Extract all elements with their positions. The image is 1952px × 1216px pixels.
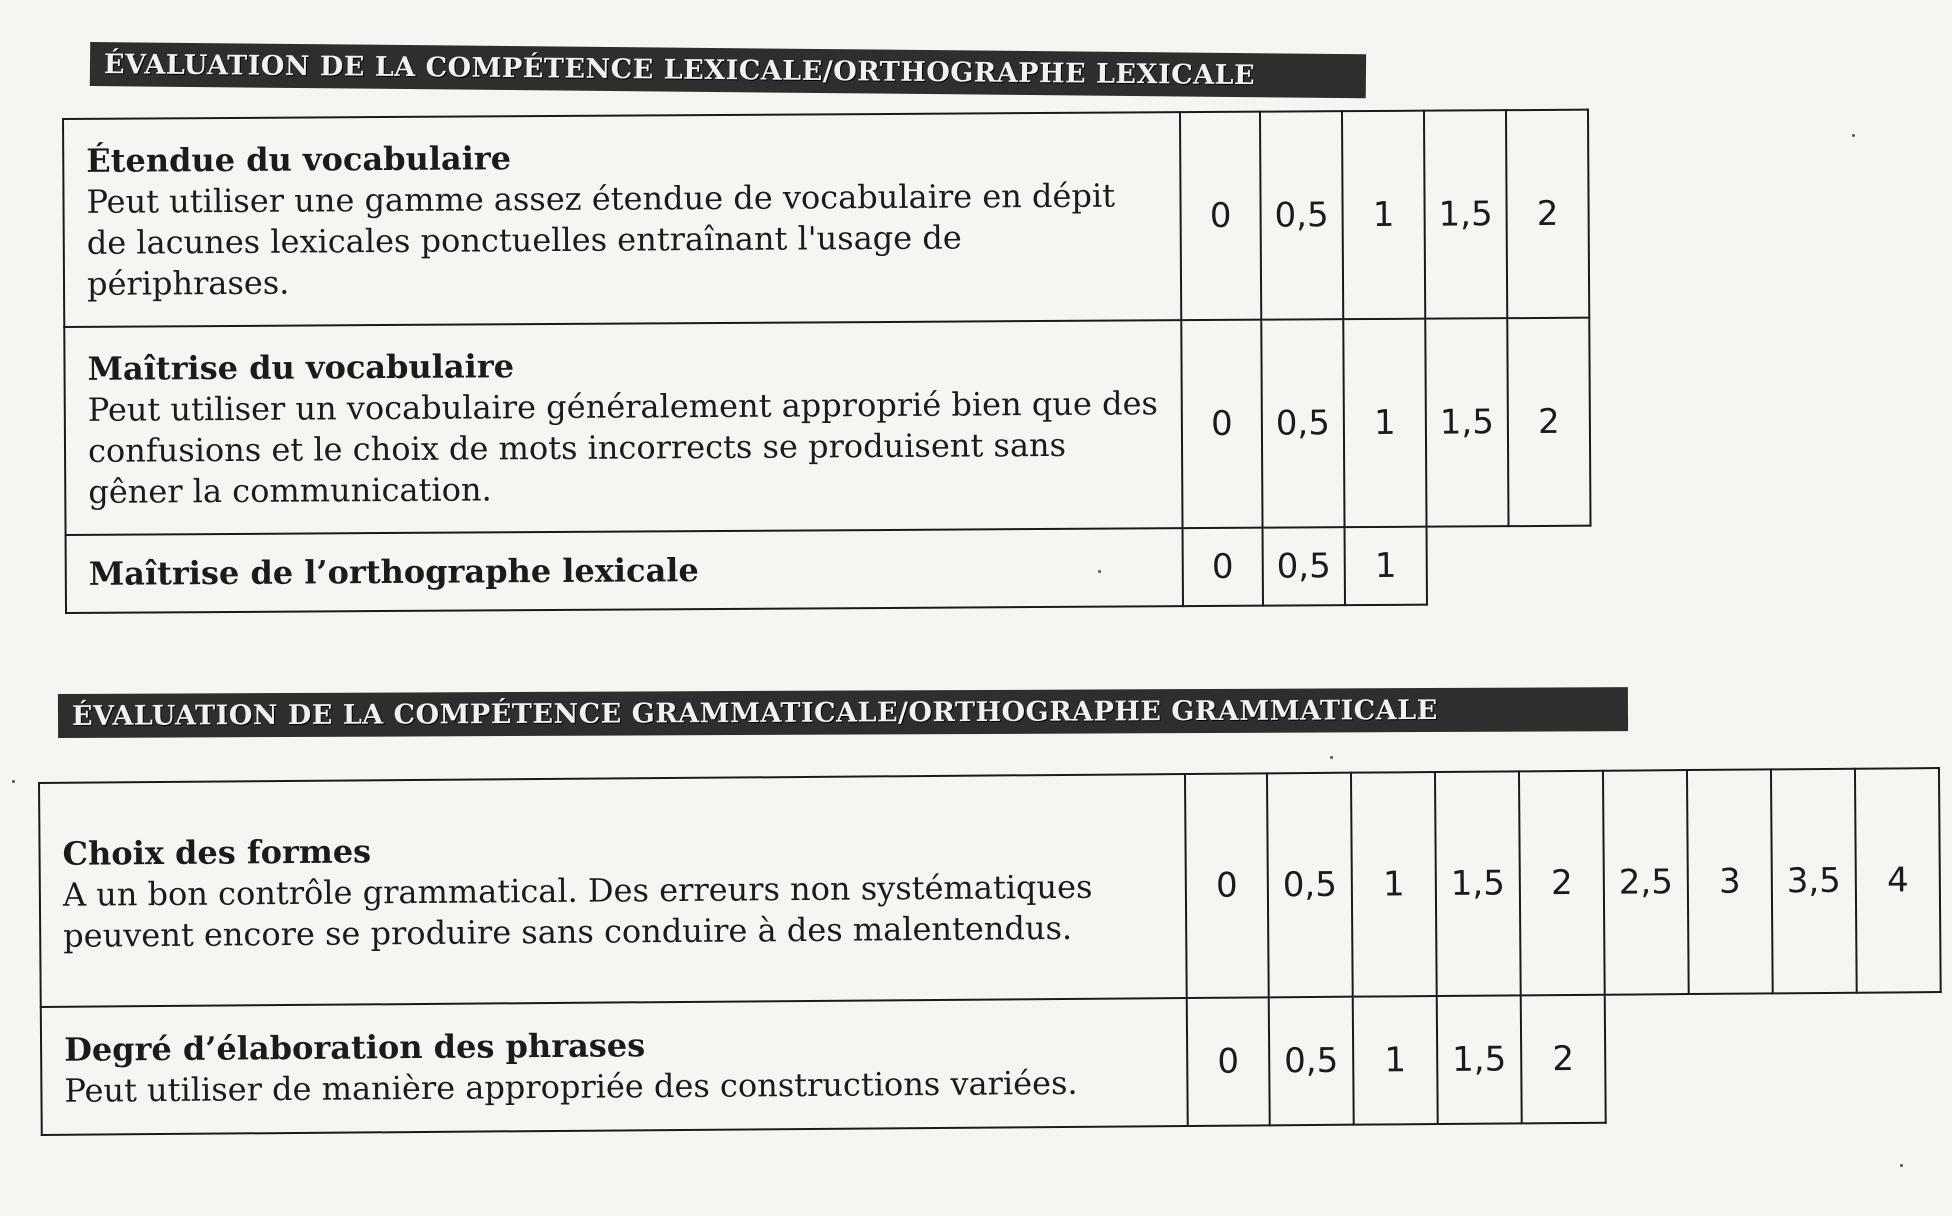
criterion-title: Maîtrise du vocabulaire xyxy=(87,347,515,388)
criterion-description: Peut utiliser de manière appropriée des constructions variées. xyxy=(64,1063,1078,1110)
score-option[interactable]: 1 xyxy=(1351,772,1437,997)
score-option[interactable]: 3,5 xyxy=(1771,769,1857,994)
score-option[interactable]: 2 xyxy=(1519,771,1605,996)
scan-speck xyxy=(12,780,15,783)
section-banner-grammatical xyxy=(58,687,1628,738)
score-option[interactable]: 0,5 xyxy=(1263,527,1345,605)
lexical-rubric-table xyxy=(62,109,1592,614)
criterion-description: A un bon contrôle grammatical. Des erreurs non systématiques peuvent encore se produire sans conduire à des malentendus. xyxy=(62,867,1093,955)
score-option[interactable]: 1 xyxy=(1343,319,1426,527)
score-option[interactable]: 2 xyxy=(1506,110,1589,318)
scan-speck xyxy=(1330,756,1333,759)
score-option[interactable]: 3 xyxy=(1687,769,1773,994)
criterion-description: Peut utiliser un vocabulaire généralement approprié bien que des confusions et le choix de mots incorrects se produisent sans gêner la communication. xyxy=(87,384,1158,511)
score-option[interactable]: 1,5 xyxy=(1435,771,1521,996)
criterion-description: Peut utiliser une gamme assez étendue de vocabulaire en dépit de lacunes lexicales ponctuelles entraînant l'usage de périphrases. xyxy=(86,176,1116,303)
criterion-cell xyxy=(39,774,1187,1007)
rubric-row xyxy=(41,992,1942,1135)
score-option[interactable]: 0 xyxy=(1181,320,1262,528)
empty-cell xyxy=(1605,994,1690,1123)
score-option[interactable]: 1 xyxy=(1353,996,1438,1125)
criterion-title: Choix des formes xyxy=(62,831,372,873)
criterion-title: Maîtrise de l’orthographe lexicale xyxy=(88,550,699,593)
score-option[interactable]: 1 xyxy=(1345,527,1427,605)
empty-cell xyxy=(1509,526,1591,604)
score-option[interactable]: 0,5 xyxy=(1260,111,1343,319)
grammatical-rubric-table xyxy=(38,767,1943,1136)
section-banner-label: ÉVALUATION DE LA COMPÉTENCE GRAMMATICALE/ORTHOGRAPHE GRAMMATICALE xyxy=(71,694,1438,732)
score-option[interactable]: 2 xyxy=(1507,318,1590,526)
empty-cell xyxy=(1857,992,1942,1121)
score-option[interactable]: 2 xyxy=(1521,995,1606,1124)
scan-speck xyxy=(1900,1164,1903,1167)
score-option[interactable]: 1 xyxy=(1342,111,1425,319)
score-option[interactable]: 1,5 xyxy=(1424,110,1507,318)
score-option[interactable]: 0,5 xyxy=(1269,997,1354,1126)
section-banner-lexical xyxy=(90,42,1366,98)
score-option[interactable]: 0 xyxy=(1185,773,1269,998)
scan-speck xyxy=(1098,570,1101,573)
empty-cell xyxy=(1427,526,1509,604)
score-option[interactable]: 1,5 xyxy=(1437,995,1522,1124)
score-option[interactable]: 0,5 xyxy=(1267,773,1353,998)
criterion-cell xyxy=(41,998,1188,1135)
rubric-row xyxy=(66,526,1591,613)
scan-speck xyxy=(1852,134,1855,137)
criterion-title: Degré d’élaboration des phrases xyxy=(63,1026,646,1069)
score-option[interactable]: 0,5 xyxy=(1261,319,1344,527)
empty-cell xyxy=(1773,993,1858,1122)
score-option[interactable]: 2,5 xyxy=(1603,770,1689,995)
rubric-row xyxy=(64,318,1590,535)
rubric-row xyxy=(39,768,1941,1007)
score-option[interactable]: 0 xyxy=(1180,112,1261,320)
criterion-cell xyxy=(64,320,1182,535)
score-option[interactable]: 1,5 xyxy=(1425,318,1508,526)
score-option[interactable]: 0 xyxy=(1187,997,1270,1126)
rubric-row xyxy=(63,110,1589,327)
score-option[interactable]: 0 xyxy=(1183,528,1263,606)
criterion-title: Étendue du vocabulaire xyxy=(86,139,512,180)
empty-cell xyxy=(1689,993,1774,1122)
criterion-cell xyxy=(63,112,1181,327)
criterion-cell xyxy=(66,528,1183,613)
score-option[interactable]: 4 xyxy=(1855,768,1941,993)
section-banner-label: ÉVALUATION DE LA COMPÉTENCE LEXICALE/ORTHOGRAPHE LEXICALE xyxy=(103,48,1256,91)
